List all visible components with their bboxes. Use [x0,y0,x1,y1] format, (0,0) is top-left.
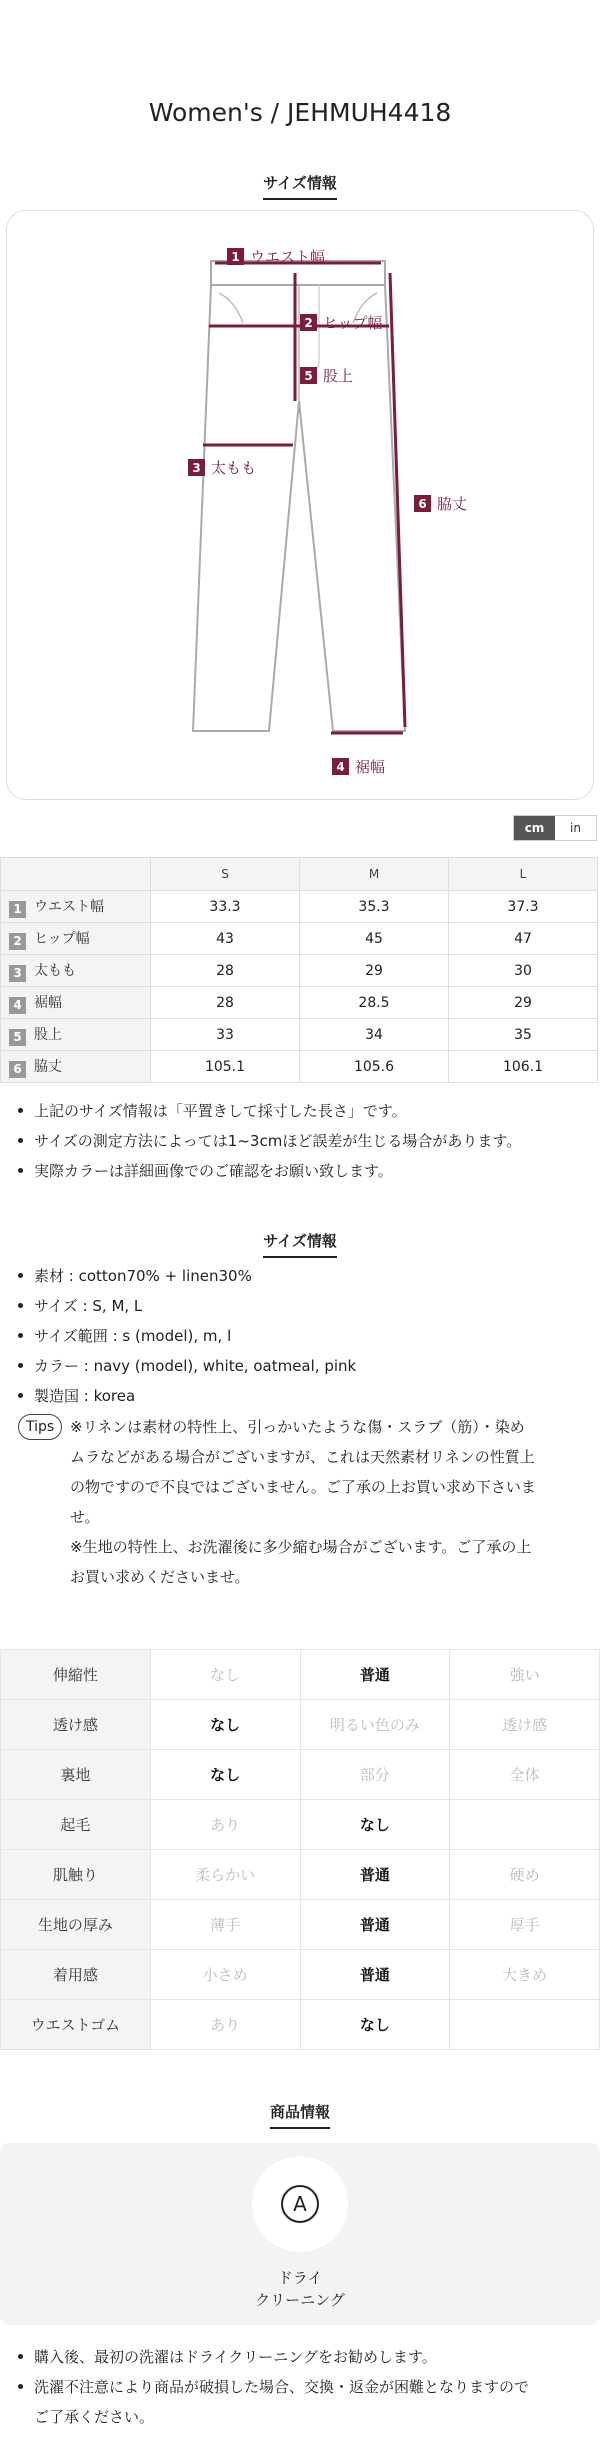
measurement-diagram [6,210,594,800]
diagram-label-hem: 4 裾幅 [332,756,385,777]
list-item: サイズの測定方法によっては1~3cmほど誤差が生じる場合があります。 [14,1126,584,1156]
table-cell: 28 [151,955,300,987]
attribute-option [450,2000,600,2050]
row-label: 5 股上 [1,1019,151,1051]
attribute-option-selected: 普通 [300,1900,450,1950]
attribute-option: 部分 [300,1750,450,1800]
attribute-option: 全体 [450,1750,600,1800]
attribute-option-selected: なし [300,2000,450,2050]
table-cell: 33.3 [151,891,300,923]
tips-badge: Tips [18,1414,62,1440]
attribute-option [450,1800,600,1850]
size-notes-list [14,1096,584,1186]
table-row [1,1650,600,1700]
dry-clean-icon: A [281,2185,319,2223]
table-cell: 105.1 [151,1051,300,1083]
attribute-label: ウエストゴム [1,2000,151,2050]
attribute-label: 肌触り [1,1850,151,1900]
table-row [1,1700,600,1750]
table-cell: 29 [449,987,598,1019]
table-cell: 28 [151,987,300,1019]
care-icon-circle [252,2156,348,2252]
attribute-option-selected: なし [300,1800,450,1850]
tips-text: ※リネンは素材の特性上、引っかいたような傷・スラブ（筋）・染め ムラなどがある場合がございますが、これは天然素材リネンの性質上 の物ですので不良ではございません。ご了承の上お買い求め下さいま せ。 ※生地の特性上、お洗濯後に多少縮む場合がございます。ご了承の上 お買い求めくださいませ。 [70,1418,536,1586]
table-cell: 106.1 [449,1051,598,1083]
attribute-label: 生地の厚み [1,1900,151,1950]
spec-list [14,1261,584,1411]
diagram-label-outseam: 6 脇丈 [414,493,467,514]
attribute-option: 硬め [450,1850,600,1900]
table-cell: 30 [449,955,598,987]
attribute-option-selected: なし [150,1700,300,1750]
attribute-option: 透け感 [450,1700,600,1750]
attribute-option: なし [150,1650,300,1700]
size-table [0,857,598,1083]
list-item: 製造国 : korea [14,1381,584,1411]
attribute-option: 柔らかい [150,1850,300,1900]
table-row [1,923,598,955]
attribute-option-selected: 普通 [300,1650,450,1700]
size-col-header: S [151,858,300,891]
attribute-option: 小さめ [150,1950,300,2000]
table-cell: 29 [300,955,449,987]
list-item: 洗濯不注意により商品が破損した場合、交換・返金が困難となりますので ご了承ください。 [14,2372,590,2432]
product-title: Women's / JEHMUH4418 [148,98,452,127]
diagram-label-hip: 2 ヒップ幅 [300,312,383,333]
table-cell: 33 [151,1019,300,1051]
attribute-option: あり [150,2000,300,2050]
attribute-option: 厚手 [450,1900,600,1950]
attribute-option-selected: 普通 [300,1950,450,2000]
attribute-label: 伸縮性 [1,1650,151,1700]
attribute-label: 着用感 [1,1950,151,2000]
table-row [1,891,598,923]
table-row [1,955,598,987]
table-row [1,987,598,1019]
list-item: 実際カラーは詳細画像でのご確認をお願い致します。 [14,1156,584,1186]
list-item: サイズ範囲 : s (model), m, l [14,1321,584,1351]
table-row [1,2000,600,2050]
list-item: 素材 : cotton70% + linen30% [14,1261,584,1291]
table-cell: 28.5 [300,987,449,1019]
attribute-label: 起毛 [1,1800,151,1850]
attribute-option: あり [150,1800,300,1850]
attribute-option: 大きめ [450,1950,600,2000]
unit-in-button[interactable]: in [555,816,596,840]
attribute-option-selected: なし [150,1750,300,1800]
pants-illustration [7,211,595,801]
row-label: 4 裾幅 [1,987,151,1019]
table-row [1,1051,598,1083]
diagram-label-rise: 5 股上 [300,365,353,386]
unit-toggle [513,815,597,841]
row-label: 2 ヒップ幅 [1,923,151,955]
diagram-label-waist: 1 ウエスト幅 [227,246,325,267]
table-cell: 35.3 [300,891,449,923]
table-cell: 34 [300,1019,449,1051]
size-col-header: M [300,858,449,891]
attribute-label: 透け感 [1,1700,151,1750]
row-label: 6 脇丈 [1,1051,151,1083]
attribute-option: 薄手 [150,1900,300,1950]
tips-block [18,1412,578,1592]
list-item: サイズ : S, M, L [14,1291,584,1321]
care-label: ドライ クリーニング [255,2269,345,2309]
size-info-heading: サイズ情報 [0,172,600,200]
table-row [1,1800,600,1850]
outseam-measure-line [390,273,405,727]
unit-cm-button[interactable]: cm [514,816,555,840]
table-row [1,1850,600,1900]
row-label: 1 ウエスト幅 [1,891,151,923]
size-table-header [1,858,598,891]
table-row [1,1019,598,1051]
size-info-heading-2: サイズ情報 [0,1230,600,1258]
fabric-attributes-table [0,1649,600,2050]
table-cell: 35 [449,1019,598,1051]
table-cell: 37.3 [449,891,598,923]
size-col-header: L [449,858,598,891]
attribute-label: 裏地 [1,1750,151,1800]
product-info-heading: 商品情報 [0,2101,600,2129]
list-item: 上記のサイズ情報は「平置きして採寸した長さ」です。 [14,1096,584,1126]
row-label: 3 太もも [1,955,151,987]
table-row [1,1750,600,1800]
table-cell: 47 [449,923,598,955]
care-notes-list [14,2342,590,2432]
table-cell: 43 [151,923,300,955]
attribute-option-selected: 普通 [300,1850,450,1900]
list-item: 購入後、最初の洗濯はドライクリーニングをお勧めします。 [14,2342,590,2372]
list-item: カラー : navy (model), white, oatmeal, pink [14,1351,584,1381]
table-row [1,1900,600,1950]
diagram-label-thigh: 3 太もも [188,457,256,478]
care-info-box [0,2143,600,2325]
table-cell: 105.6 [300,1051,449,1083]
attribute-option: 明るい色のみ [300,1700,450,1750]
size-table-corner [1,858,151,891]
table-cell: 45 [300,923,449,955]
attribute-option: 強い [450,1650,600,1700]
table-row [1,1950,600,2000]
